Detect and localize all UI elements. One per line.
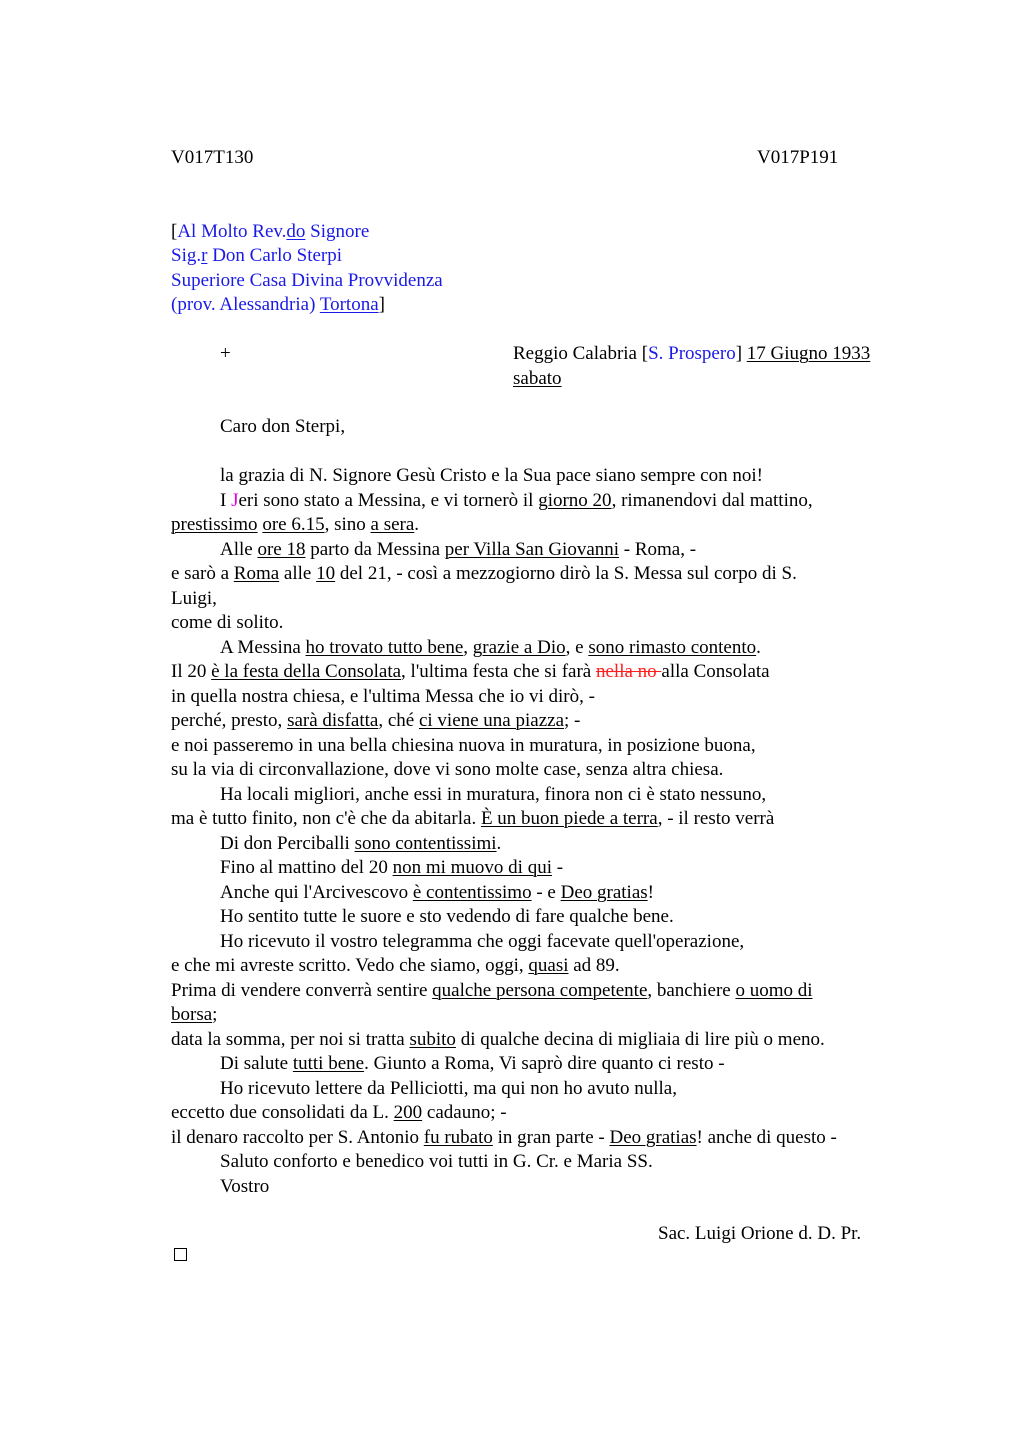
dateline: Reggio Calabria [S. Prospero] 17 Giugno 1933	[513, 343, 871, 364]
body-line: e sarò a Roma alle 10 del 21, - così a mezzogiorno dirò la S. Messa sul corpo di S.	[171, 563, 797, 584]
signature: Sac. Luigi Orione d. D. Pr.	[658, 1223, 862, 1244]
body-line: su la via di circonvallazione, dove vi sono molte case, senza altra chiesa.	[171, 759, 724, 780]
address-line-4: (prov. Alessandria) Tortona]	[171, 294, 385, 315]
document-code-left: V017T130	[171, 147, 254, 168]
body-line: come di solito.	[171, 612, 284, 633]
body-line: A Messina ho trovato tutto bene, grazie a Dio, e sono rimasto contento.	[220, 636, 761, 658]
body-line: data la somma, per noi si tratta subito di qualche decina di migliaia di lire più o meno.	[171, 1028, 825, 1050]
body-line: Ho ricevuto lettere da Pelliciotti, ma qui non ho avuto nulla,	[220, 1077, 677, 1099]
body-line: ma è tutto finito, non c'è che da abitarla. È un buon piede a terra, - il resto verrà	[171, 808, 775, 829]
body-line: Il 20 è la festa della Consolata, l'ultima festa che si farà nella no alla Consolata	[171, 661, 770, 682]
document-code-right: V017P191	[757, 147, 839, 168]
body-line: Saluto conforto e benedico voi tutti in G. Cr. e Maria SS.	[220, 1151, 653, 1172]
deleted-text: nella no	[595, 661, 662, 682]
body-line: in quella nostra chiesa, e l'ultima Messa che io vi dirò, -	[171, 685, 595, 707]
dateline-day: sabato	[513, 368, 562, 389]
body-line: borsa;	[171, 1004, 218, 1025]
letter-body	[171, 464, 911, 1199]
footer-square-mark	[174, 1248, 187, 1261]
body-line: Ho sentito tutte le suore e sto vedendo di fare qualche bene.	[220, 906, 674, 927]
salutation: Caro don Sterpi,	[220, 416, 346, 437]
body-line: Ha locali migliori, anche essi in muratura, finora non ci è stato nessuno,	[220, 783, 767, 805]
body-line: Ho ricevuto il vostro telegramma che oggi facevate quell'operazione,	[220, 930, 745, 952]
body-line: la grazia di N. Signore Gesù Cristo e la Sua pace siano sempre con noi!	[220, 465, 763, 486]
address-line-3: Superiore Casa Divina Provvidenza	[171, 270, 443, 291]
body-line: il denaro raccolto per S. Antonio fu rubato in gran parte - Deo gratias! anche di questo -	[171, 1126, 837, 1148]
body-line: Di don Perciballi sono contentissimi.	[220, 832, 502, 854]
address-line-1: [Al Molto Rev.do Signore	[171, 221, 370, 242]
body-line: perché, presto, sarà disfatta, ché ci viene una piazza; -	[171, 710, 581, 731]
body-line: eccetto due consolidati da L. 200 cadauno; -	[171, 1102, 507, 1123]
body-line: Vostro	[220, 1175, 270, 1197]
body-line: Fino al mattino del 20 non mi muovo di qui -	[220, 857, 564, 878]
body-line: prestissimo ore 6.15, sino a sera.	[171, 514, 420, 535]
cross-mark: +	[220, 343, 231, 364]
body-line: I Jeri sono stato a Messina, e vi tornerò il giorno 20, rimanendovi dal mattino,	[220, 489, 813, 511]
body-line: e noi passeremo in una bella chiesina nuova in muratura, in posizione buona,	[171, 734, 756, 756]
address-line-2: Sig.r Don Carlo Sterpi	[171, 245, 343, 266]
body-line: Prima di vendere converrà sentire qualche persona competente, banchiere o uomo di	[171, 979, 813, 1001]
body-line: Alle ore 18 parto da Messina per Villa San Giovanni - Roma, -	[220, 538, 697, 560]
body-line: Luigi,	[171, 587, 217, 609]
body-line: Anche qui l'Arcivescovo è contentissimo - e Deo gratias!	[220, 881, 654, 903]
body-line: Di salute tutti bene. Giunto a Roma, Vi saprò dire quanto ci resto -	[220, 1053, 725, 1074]
body-line: e che mi avreste scritto. Vedo che siamo, oggi, quasi ad 89.	[171, 955, 620, 976]
